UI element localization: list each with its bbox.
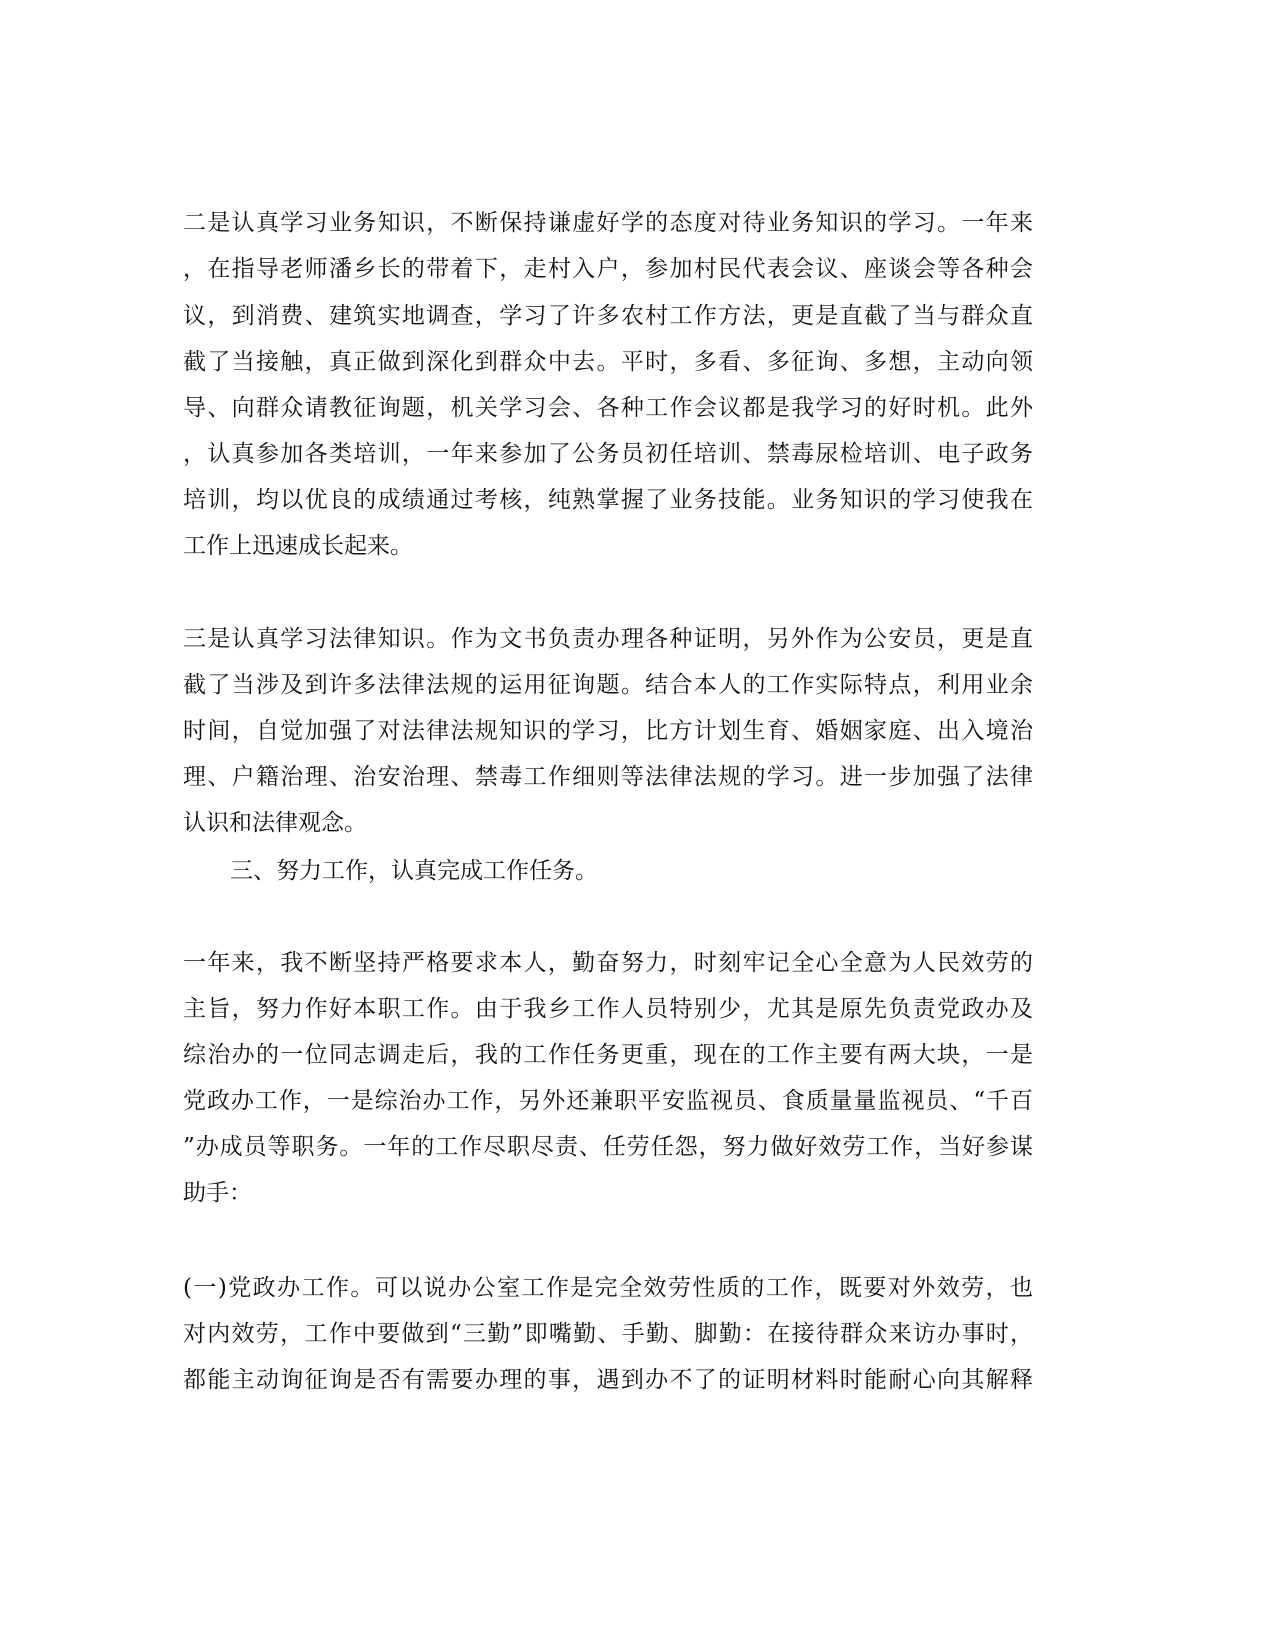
text-line: ，认真参加各类培训，一年来参加了公务员初任培训、禁毒尿检培训、电子政务 xyxy=(183,441,1033,467)
text-line: 截了当涉及到许多法律法规的运用征询题。结合本人的工作实际特点，利用业余 xyxy=(183,672,1033,698)
text-line: 党政办工作，一是综治办工作，另外还兼职平安监视员、食质量量监视员、“千百 xyxy=(183,1088,1033,1114)
text-line: 对内效劳，工作中要做到“三勤”即嘴勤、手勤、脚勤：在接待群众来访办事时， xyxy=(183,1321,1033,1347)
text-line: 一年来，我不断坚持严格要求本人，勤奋努力，时刻牢记全心全意为人民效劳的 xyxy=(183,950,1033,976)
text-line: 导、向群众请教征询题，机关学习会、各种工作会议都是我学习的好时机。此外 xyxy=(183,395,1033,421)
text-line: 认识和法律观念。 xyxy=(183,810,367,836)
text-line: 理、户籍治理、治安治理、禁毒工作细则等法律法规的学习。进一步加强了法律 xyxy=(183,764,1033,790)
text-line: 都能主动询征询是否有需要办理的事，遇到办不了的证明材料时能耐心向其解释 xyxy=(183,1367,1033,1393)
text-line: 时间，自觉加强了对法律法规知识的学习，比方计划生育、婚姻家庭、出入境治 xyxy=(183,718,1033,744)
text-line: (一)党政办工作。可以说办公室工作是完全效劳性质的工作，既要对外效劳，也 xyxy=(183,1275,1033,1301)
section-heading: 三、努力工作，认真完成工作任务。 xyxy=(230,858,598,884)
text-line: 综治办的一位同志调走后，我的工作任务更重，现在的工作主要有两大块，一是 xyxy=(183,1042,1033,1068)
text-line: ”办成员等职务。一年的工作尽职尽责、任劳任怨，努力做好效劳工作，当好参谋 xyxy=(183,1134,1033,1160)
text-line: 二是认真学习业务知识，不断保持谦虚好学的态度对待业务知识的学习。一年来 xyxy=(183,210,1033,236)
text-line: 主旨，努力作好本职工作。由于我乡工作人员特别少，尤其是原先负责党政办及 xyxy=(183,996,1033,1022)
text-line: 三是认真学习法律知识。作为文书负责办理各种证明，另外作为公安员，更是直 xyxy=(183,626,1033,652)
text-line: 截了当接触，真正做到深化到群众中去。平时，多看、多征询、多想，主动向领 xyxy=(183,349,1033,375)
text-line: 助手： xyxy=(183,1180,252,1206)
text-line: ，在指导老师潘乡长的带着下，走村入户，参加村民代表会议、座谈会等各种会 xyxy=(183,256,1033,282)
text-line: 议，到消费、建筑实地调查，学习了许多农村工作方法，更是直截了当与群众直 xyxy=(183,303,1033,329)
text-line: 培训，均以优良的成绩通过考核，纯熟掌握了业务技能。业务知识的学习使我在 xyxy=(183,487,1033,513)
text-line: 工作上迅速成长起来。 xyxy=(183,533,413,559)
